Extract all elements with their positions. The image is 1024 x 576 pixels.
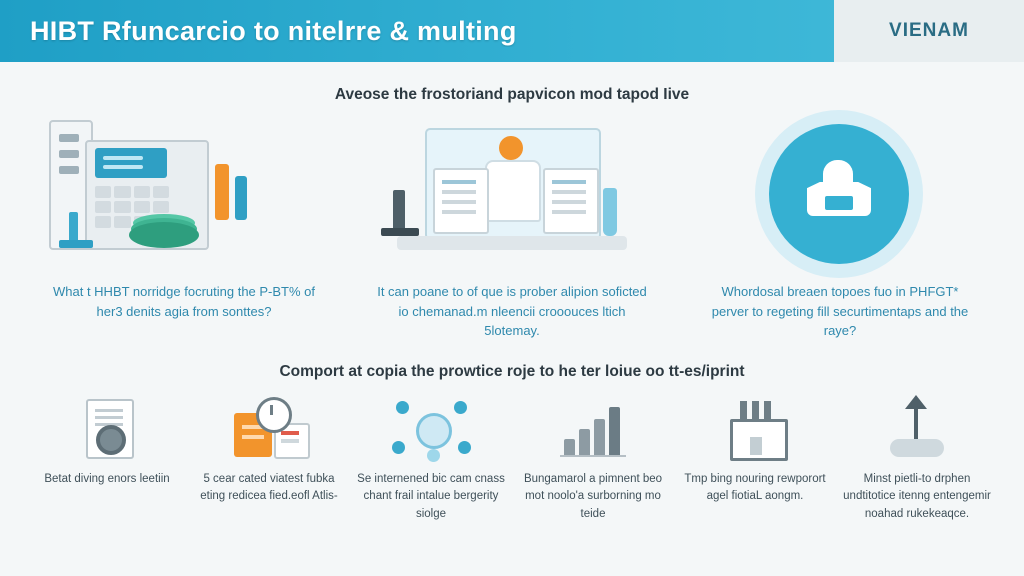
column-caption: It can poane to of que is prober alipion soficted io chemanad.m nleencii crooouces ltich 5lotemay. [377, 284, 647, 338]
icon-caption: Betat diving enors leetiin [44, 472, 170, 485]
page-title: HIBT Rfuncarcio to nitelrre & multing [30, 15, 517, 46]
column-certification [690, 118, 990, 341]
icon-item-clock [190, 397, 348, 524]
column-analyzer [34, 118, 334, 341]
icon-item-chart [514, 397, 672, 524]
upward-arrow-icon [874, 397, 960, 459]
icon-item-factory [676, 397, 834, 524]
molecule-network-icon [388, 397, 474, 459]
bottom-icon-row [0, 381, 1024, 524]
column-laboratory [362, 118, 662, 341]
icon-caption: Bungamarol a pimnent beo mot noolo'a surborning mo teide [523, 472, 663, 521]
document-report-icon [64, 397, 150, 459]
icon-item-growth [838, 397, 996, 524]
laboratory-scene-icon [367, 118, 657, 268]
icon-caption: Minst pietli-to drphen undtitotice itenng entengemir noahad rukekeaqce. [843, 472, 991, 521]
analyzer-machine-icon [39, 118, 329, 268]
section-one-subtitle: Aveose the frostoriand papvicon mod tapod Iive [334, 86, 690, 103]
clock-box-icon [226, 397, 312, 459]
column-caption: Whordosal breaen topoes fuo in PHFGT* perver to regeting fill securtimentaps and the raye? [711, 284, 969, 338]
brand-label: VIENAM [834, 0, 1024, 62]
icon-item-molecule [352, 397, 510, 524]
icon-caption: Tmp bing nouring rewporort agel fiotiaL aongm. [684, 472, 826, 503]
icon-caption: 5 cear cated viatest fubka eting redicea fied.eofl Atlis- [200, 472, 338, 503]
column-caption: What t HHBT norridge focruting the P-BT% of her3 denits agia from sonttes? [52, 284, 316, 319]
header-bar [0, 0, 1024, 62]
bar-chart-icon [550, 397, 636, 459]
section-two-subtitle: Comport at copia the prowtice roje to he ter loiue oo tt-es/iprint [279, 362, 745, 380]
circle-badge-icon [695, 118, 985, 268]
top-columns [0, 108, 1024, 341]
icon-caption: Se internened bic cam cnass chant frail intalue bergerity siolge [357, 472, 505, 521]
factory-icon [712, 397, 798, 459]
icon-item-document [28, 397, 186, 524]
